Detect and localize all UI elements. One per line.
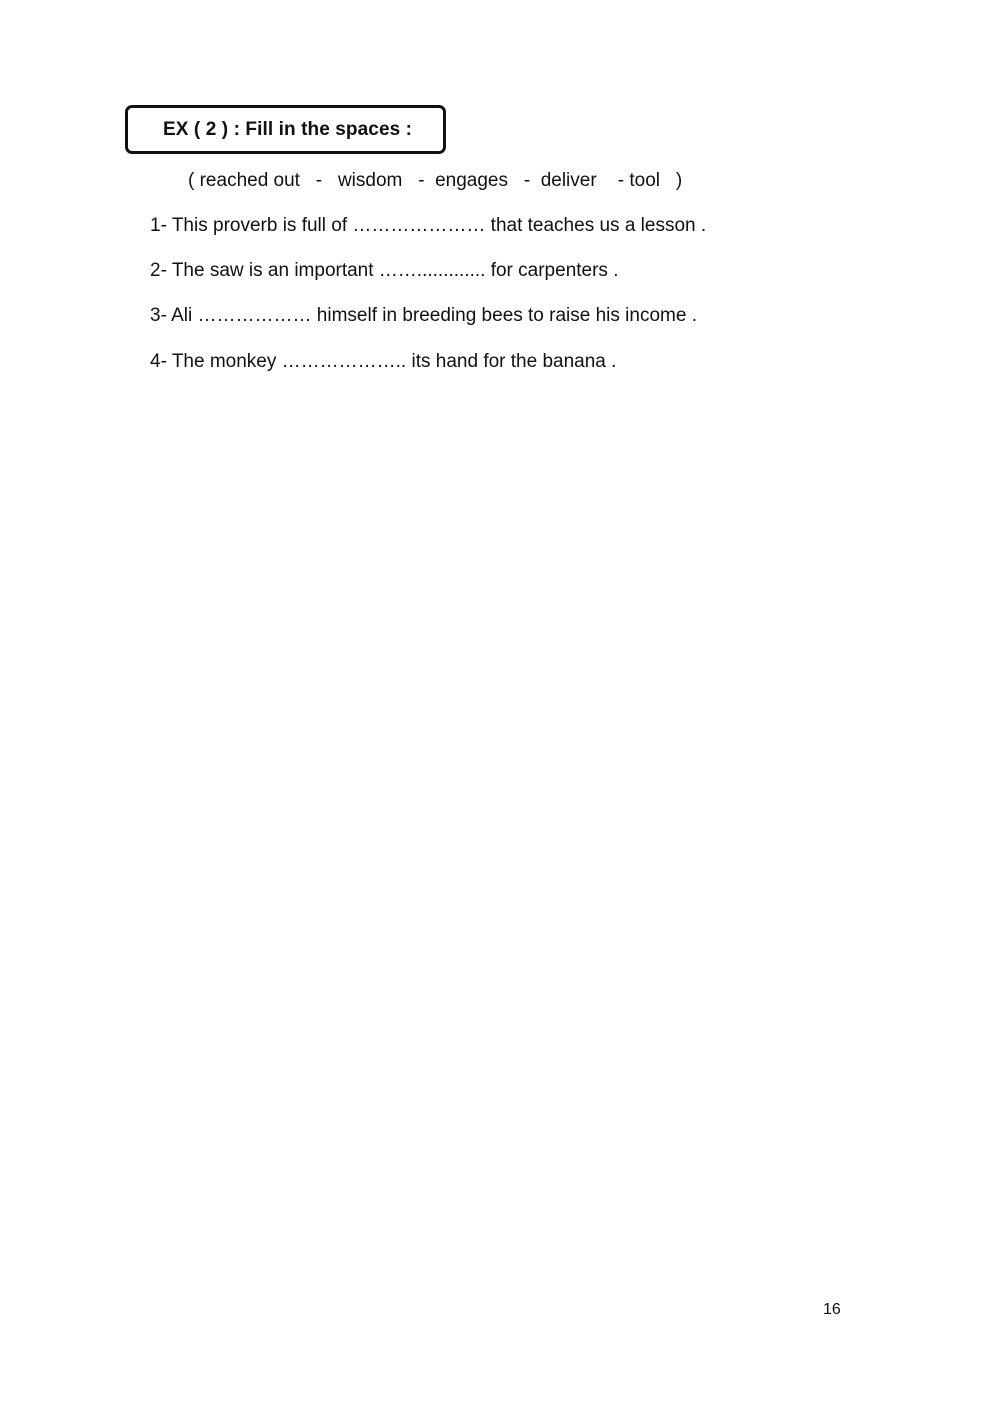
word-bank: ( reached out - wisdom - engages - deliver - tool ) (188, 170, 683, 191)
exercise-title-box (125, 105, 446, 154)
exercise-title: EX ( 2 ) : Fill in the spaces : (163, 118, 413, 140)
sentence-2: 2- The saw is an important ……............. for carpenters . (150, 260, 619, 281)
sentence-1: 1- This proverb is full of ………………… that teaches us a lesson . (150, 215, 707, 236)
page-number: 16 (823, 1301, 841, 1318)
sentence-3: 3- Ali ……………… himself in breeding bees to raise his income . (150, 305, 697, 326)
sentence-4: 4- The monkey ……………….. its hand for the banana . (150, 351, 617, 372)
